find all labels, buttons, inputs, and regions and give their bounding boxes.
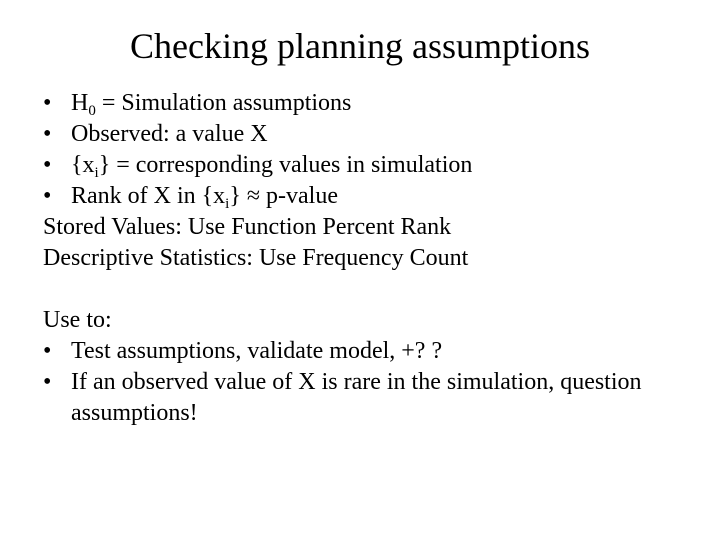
use-to-item-test	[43, 336, 703, 367]
note-descriptive-statistics: Descriptive Statistics: Use Frequency Count	[43, 245, 469, 271]
slide-body	[43, 88, 703, 429]
bullet-text-post: } ≈ p-value	[229, 183, 338, 209]
use-to-heading: Use to:	[43, 307, 112, 333]
bullet-text-post: } = corresponding values in simulation	[98, 152, 473, 178]
bullet-glyph: •	[43, 338, 52, 364]
bullet-glyph: •	[43, 121, 52, 147]
use-to-item-text: If an observed value of X is rare in the simulation, question assumptions!	[71, 369, 642, 426]
bullet-item-simulation-values	[43, 150, 703, 181]
bullet-glyph: •	[43, 183, 52, 209]
bullet-item-hypothesis	[43, 88, 703, 119]
bullet-item-rank	[43, 181, 703, 212]
bullet-text: Observed: a value X	[71, 121, 268, 147]
bullet-item-observed	[43, 119, 703, 150]
subscript: i	[225, 196, 230, 212]
bullet-glyph: •	[43, 369, 52, 395]
bullet-text-post: = Simulation assumptions	[95, 90, 352, 116]
bullet-glyph: •	[43, 152, 52, 178]
bullet-text-pre: {x	[71, 152, 95, 178]
subscript: i	[94, 165, 99, 181]
bullet-glyph: •	[43, 90, 52, 116]
note-stored-values: Stored Values: Use Function Percent Rank	[43, 214, 452, 240]
use-to-item-text: Test assumptions, validate model, +? ?	[71, 338, 443, 364]
slide-title: Checking planning assumptions	[130, 26, 590, 66]
subscript: 0	[88, 103, 96, 119]
bullet-text-pre: H	[71, 90, 89, 116]
use-to-item-rare	[43, 367, 651, 429]
spacer	[43, 274, 703, 305]
bullet-text-pre: Rank of X in {x	[71, 183, 226, 209]
